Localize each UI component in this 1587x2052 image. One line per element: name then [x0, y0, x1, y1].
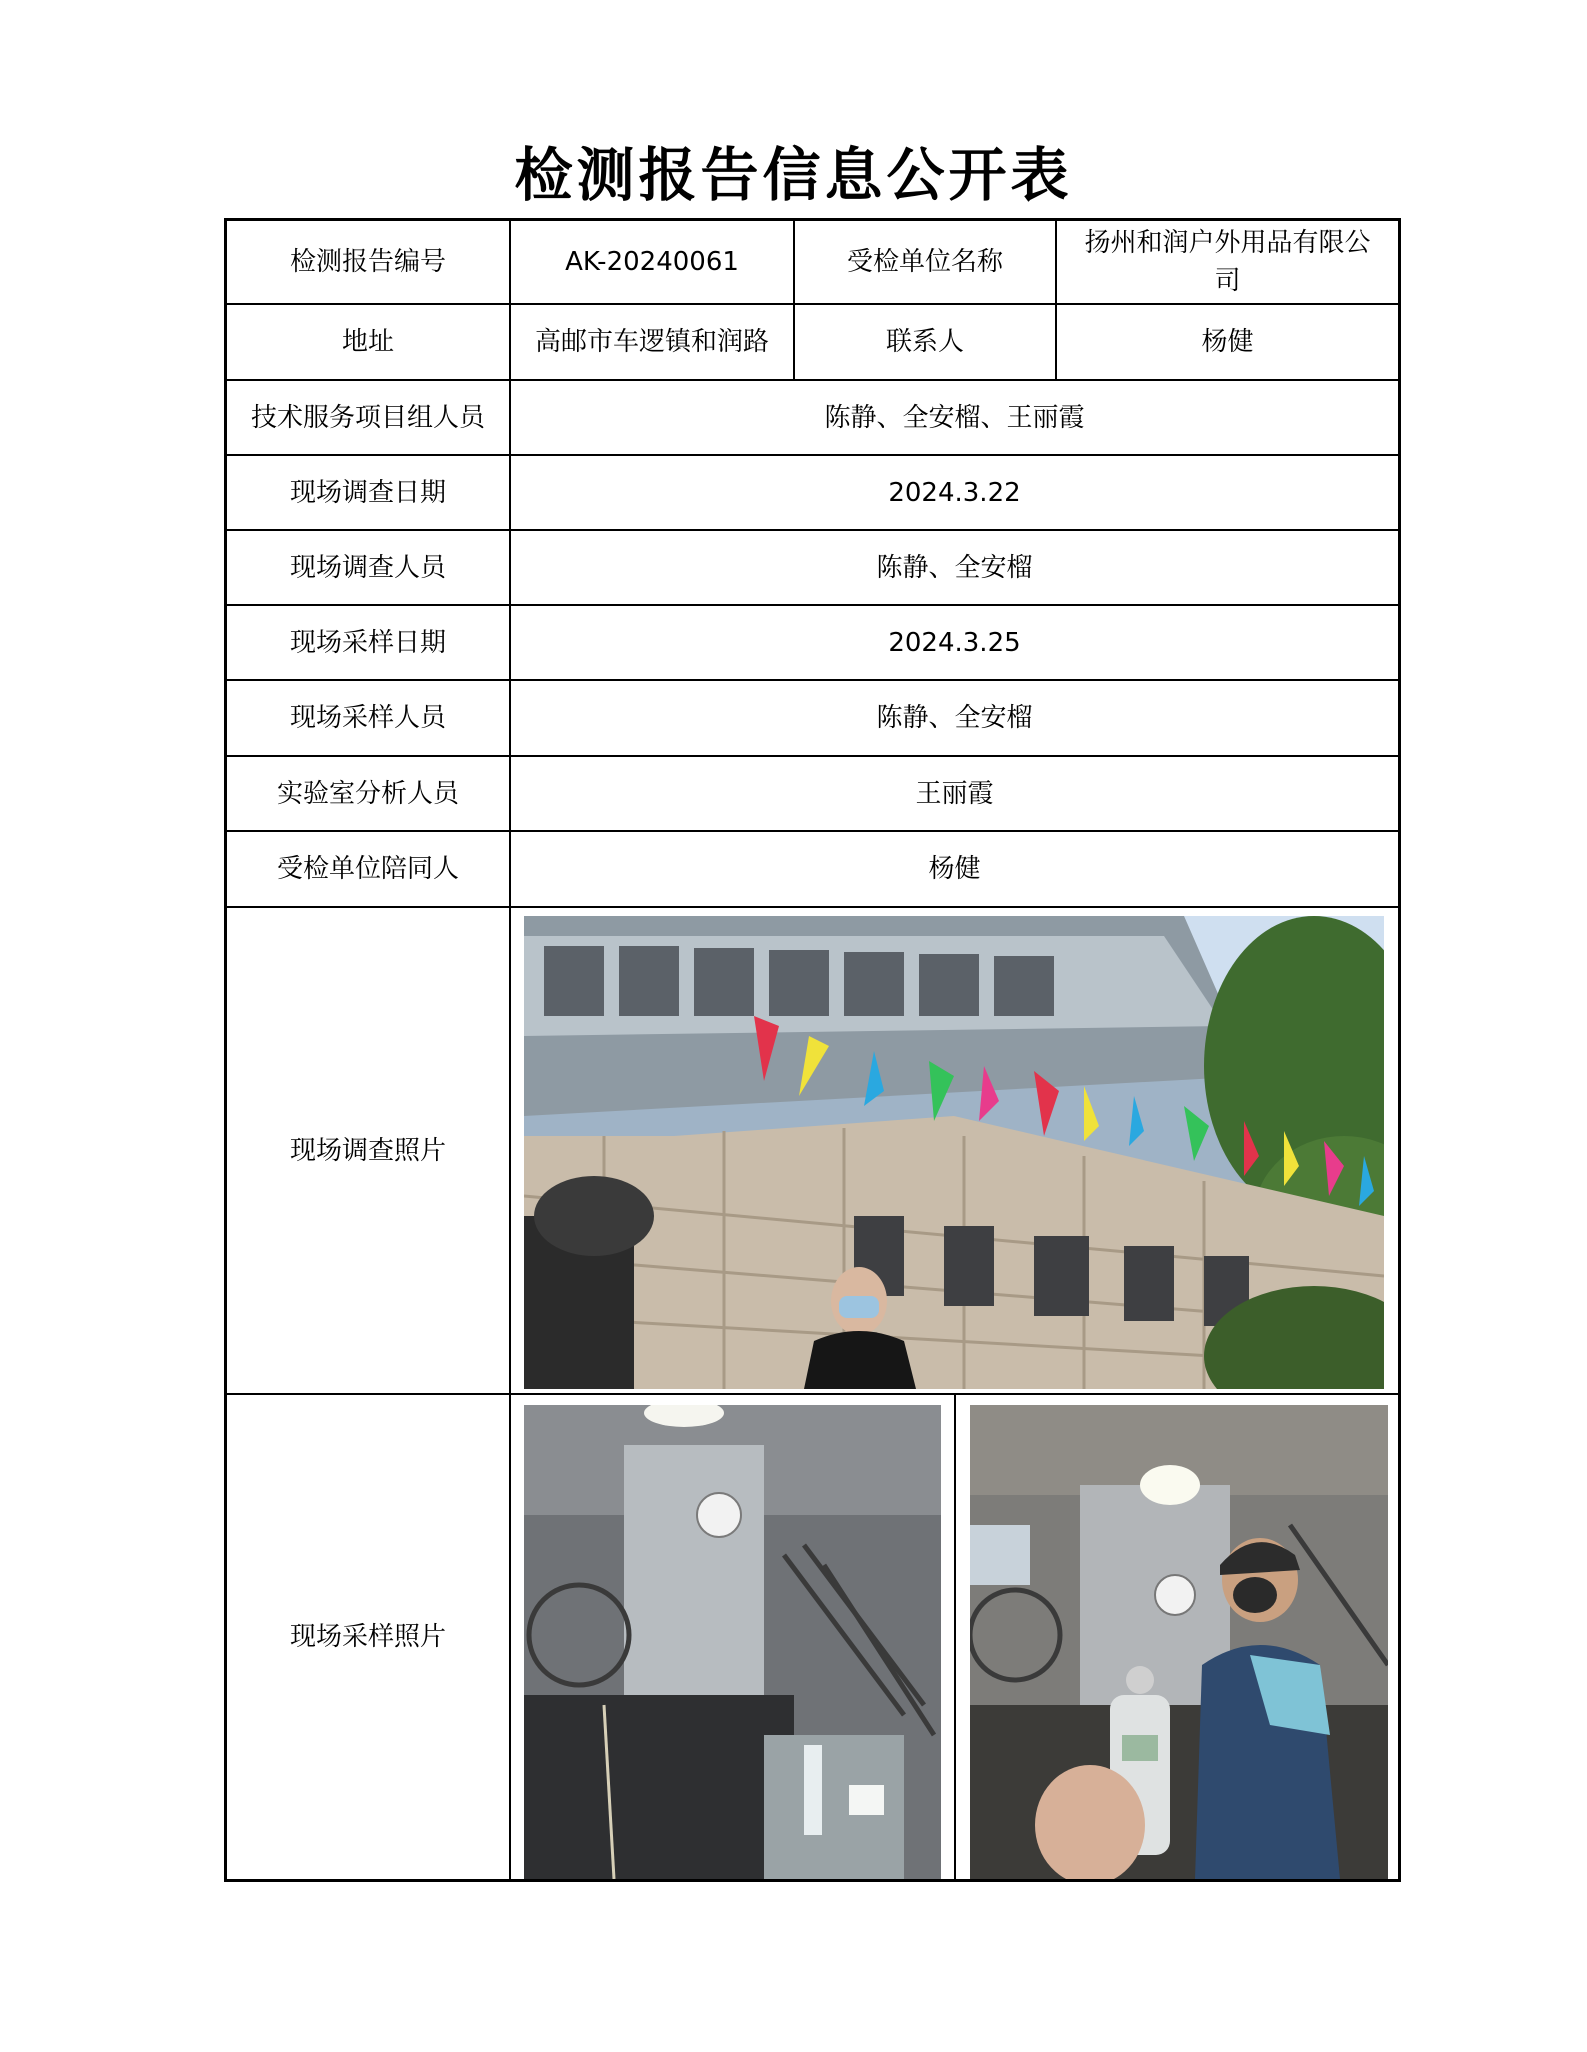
sampling-photo-label: 现场采样照片 [289, 1622, 446, 1652]
address-value: 高邮市车逻镇和润路 [534, 327, 769, 357]
row-survey-staff [227, 531, 1398, 606]
page-title: 检测报告信息公开表 [514, 141, 1073, 209]
row-survey-date [227, 456, 1398, 531]
row-address [227, 305, 1398, 381]
row-sampling-staff [227, 681, 1398, 757]
survey-photo-label: 现场调查照片 [289, 1135, 446, 1166]
sampling-photo-1-image [524, 1405, 941, 1879]
accompany-label: 受检单位陪同人 [276, 854, 459, 884]
sampling-photo-2-image [970, 1405, 1388, 1879]
row-sampling-date [227, 606, 1398, 681]
report-no-label: 检测报告编号 [289, 247, 446, 277]
row-lab-staff [227, 757, 1398, 832]
row-survey-photo [227, 908, 1398, 1395]
accompany-value: 杨健 [928, 854, 981, 884]
sampling-date-label: 现场采样日期 [289, 627, 446, 658]
row-accompany [227, 832, 1398, 908]
survey-photo-image [524, 916, 1384, 1389]
sampling-staff-value: 陈静、全安榴 [876, 703, 1033, 733]
info-table [224, 218, 1401, 1882]
row-report-no [227, 221, 1398, 305]
unit-name-label: 受检单位名称 [846, 247, 1003, 277]
survey-staff-label: 现场调查人员 [289, 552, 446, 583]
team-label: 技术服务项目组人员 [250, 402, 485, 433]
contact-value: 杨健 [1201, 327, 1254, 357]
address-label: 地址 [341, 327, 394, 357]
report-no-value: AK-20240061 [565, 247, 739, 277]
lab-staff-label: 实验室分析人员 [276, 778, 459, 809]
row-sampling-photo [227, 1395, 1398, 1879]
lab-staff-value: 王丽霞 [915, 778, 994, 809]
survey-date-value: 2024.3.22 [888, 477, 1021, 508]
contact-label: 联系人 [885, 327, 964, 357]
sampling-photo-2 [970, 1405, 1388, 1879]
survey-photo [524, 916, 1384, 1389]
sampling-staff-label: 现场采样人员 [289, 703, 446, 733]
survey-date-label: 现场调查日期 [289, 477, 446, 508]
survey-staff-value: 陈静、全安榴 [876, 552, 1033, 583]
sampling-date-value: 2024.3.25 [888, 627, 1021, 658]
team-value: 陈静、全安榴、王丽霞 [824, 402, 1085, 433]
unit-name-value: 扬州和润户外用品有限公司 [1084, 228, 1371, 296]
sampling-photo-1 [524, 1405, 941, 1879]
row-team [227, 381, 1398, 456]
